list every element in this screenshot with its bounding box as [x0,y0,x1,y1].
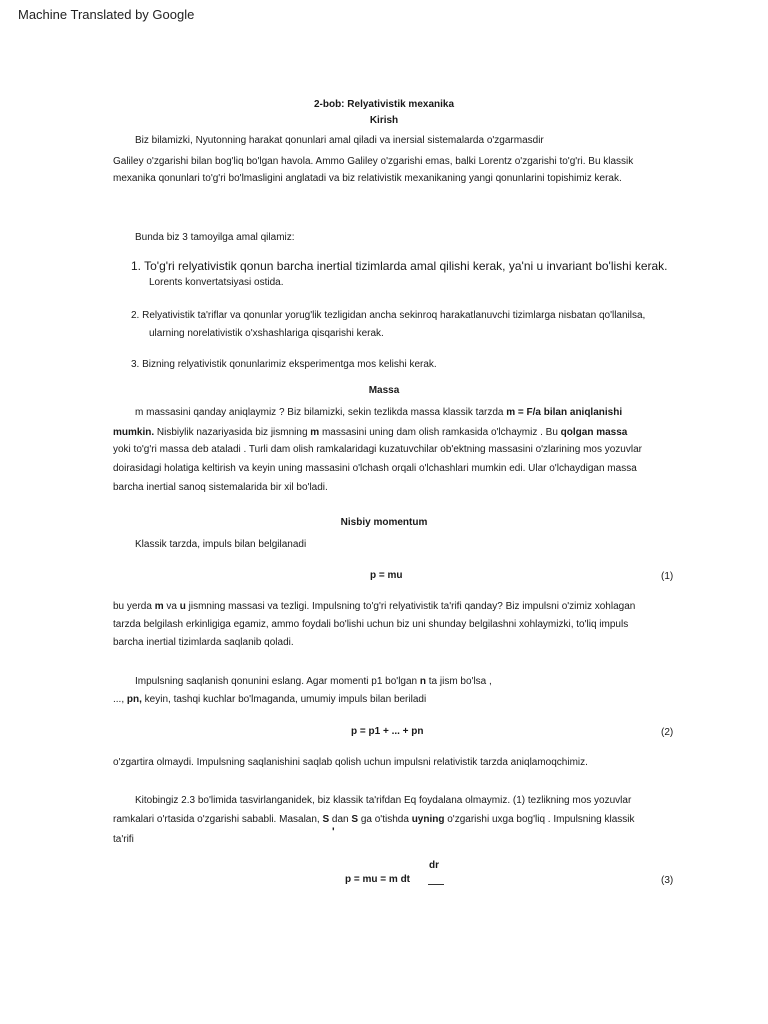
momentum-lead: Klassik tarzda, impuls bilan belgilanadi [135,539,307,550]
massa-line-2 [113,427,627,438]
text-run: jismning massasi va tezligi. Impulsning to'g'ri relyativistik ta'rifi qanday? Biz impulsni o'zimiz xohlagan [185,601,636,612]
principles-lead: Bunda biz 3 tamoyilga amal qilamiz: [135,232,295,243]
equation-number-2: (2) [661,727,674,738]
prime-mark: ' [332,826,335,838]
fraction-bar [428,884,444,885]
text-run: Nisbiylik nazariyasida biz jismning [154,427,311,438]
text-run: dan [329,814,352,825]
principle-3: 3. Bizning relyativistik qonunlarimiz eksperimentga mos kelishi kerak. [131,359,437,370]
machine-translation-header: Machine Translated by Google [18,7,195,22]
momentum-para-d-line-2 [113,814,635,825]
text-run: m massasini qanday aniqlaymiz ? Biz bilamizki, sekin tezlikda massa klassik tarzda [135,407,507,418]
equation-3: p = mu = m dt [345,874,411,885]
momentum-para-c: o'zgartira olmaydi. Impulsning saqlanishini saqlab qolish uchun impulsni relativistik tarzda aniqlamoqchimiz. [113,757,588,768]
text-run: va [163,601,180,612]
bold-run: m = F/a bilan aniqlanishi [506,407,623,418]
text-run: bu yerda [113,601,155,612]
principle-2: 2. Relyativistik ta'riflar va qonunlar yorug'lik tezligidan ancha sekinroq harakatlanuvchi tizimlarga nisbatan qo'llanilsa, [131,310,646,321]
principle-1: 1. To'g'ri relyativistik qonun barcha inertial tizimlarda amal qilishi kerak, ya'ni u invariant bo'lishi kerak. [131,259,668,273]
text-run: ga o'tishda [358,814,412,825]
equation-2: p = p1 + ... + pn [351,726,424,737]
bold-run: S [351,814,359,825]
principle-1-continued: Lorents konvertatsiyasi ostida. [149,277,284,288]
equation-number-1: (1) [661,571,674,582]
equation-number-3: (3) [661,875,674,886]
principle-2-continued: ularning norelativistik o'xshashlariga qisqarishi kerak. [149,328,384,339]
text-run: keyin, tashqi kuchlar bo'lmaganda, umumiy impuls bilan beriladi [141,694,427,705]
momentum-para-d-line-3: ta'rifi [113,834,134,845]
text-run: massasini uning dam olish ramkasida o'lchaymiz . Bu [319,427,561,438]
bold-run: pn, [126,694,142,705]
momentum-para-a-line-1 [113,601,635,612]
text-run: ..., [113,694,127,705]
fraction-line [428,879,444,890]
momentum-para-d-line-1: Kitobingiz 2.3 bo'limida tasvirlanganidek, biz klassik ta'rifdan Eq foydalana olmaymiz. (1) tezlikning mos yozuvlar [135,795,632,806]
section-heading-nisbiy-momentum: Nisbiy momentum [340,517,428,528]
momentum-para-b-line-2 [113,694,426,705]
massa-line-5: barcha inertial sanoq sistemalarida bir xil bo'ladi. [113,482,328,493]
text-run: Impulsning saqlanish qonunini eslang. Agar momenti p1 bo'lgan [135,676,420,687]
momentum-para-a-line-2: tarzda belgilash erkinligiga egamiz, ammo foydali bo'lishi uchun biz uni shunday belgilashni xohlaymizki, to'liq impuls [113,619,629,630]
bold-run: mumkin. [113,427,155,438]
bold-run: n [419,676,426,687]
section-heading-massa: Massa [368,385,400,396]
bold-run: uyning [411,814,445,825]
momentum-para-b-line-1 [135,676,492,687]
bold-run: m [154,601,164,612]
intro-line-3: mexanika qonunlari to'g'ri bo'lmasligini anglatadi va biz relativistik mexanikaning yangi qonunlarini topishimiz kerak. [113,173,622,184]
momentum-para-a-line-3: barcha inertial tizimlarda saqlanib qoladi. [113,637,294,648]
bold-run: u [179,601,186,612]
text-run: ramkalari o'rtasida o'zgarishi sababli. Masalan, [113,814,323,825]
intro-line-1: Biz bilamizki, Nyutonning harakat qonunlari amal qiladi va inersial sistemalarda o'zgarmasdir [135,135,544,146]
bold-run: qolgan massa [560,427,628,438]
intro-line-2: Galiley o'zgarishi bilan bog'liq bo'lgan havola. Ammo Galiley o'zgarishi emas, balki Lorentz o'zgarishi to'g'ri. Bu klassik [113,156,634,167]
text-run: ta jism bo'lsa , [425,676,492,687]
bold-run: S [322,814,330,825]
section-heading-kirish: Kirish [369,115,399,126]
massa-line-4: doirasidagi holatiga keltirish va keyin uning massasini o'lchash orqali o'lchashlari mumkin edi. Ular o'lchaydigan massa [113,463,637,474]
equation-3-numerator: dr [429,860,439,871]
massa-line-1 [135,407,622,418]
chapter-title: 2-bob: Relyativistik mexanika [313,99,455,110]
bold-run: m [310,427,320,438]
text-run: o'zgarishi uxga bog'liq . Impulsning klassik [444,814,635,825]
massa-line-3: yoki to'g'ri massa deb ataladi . Turli dam olish ramkalaridagi kuzatuvchilar ob'ektning massasini o'zlarining mos yozuvlar [113,444,642,455]
equation-1: p = mu [370,570,403,581]
